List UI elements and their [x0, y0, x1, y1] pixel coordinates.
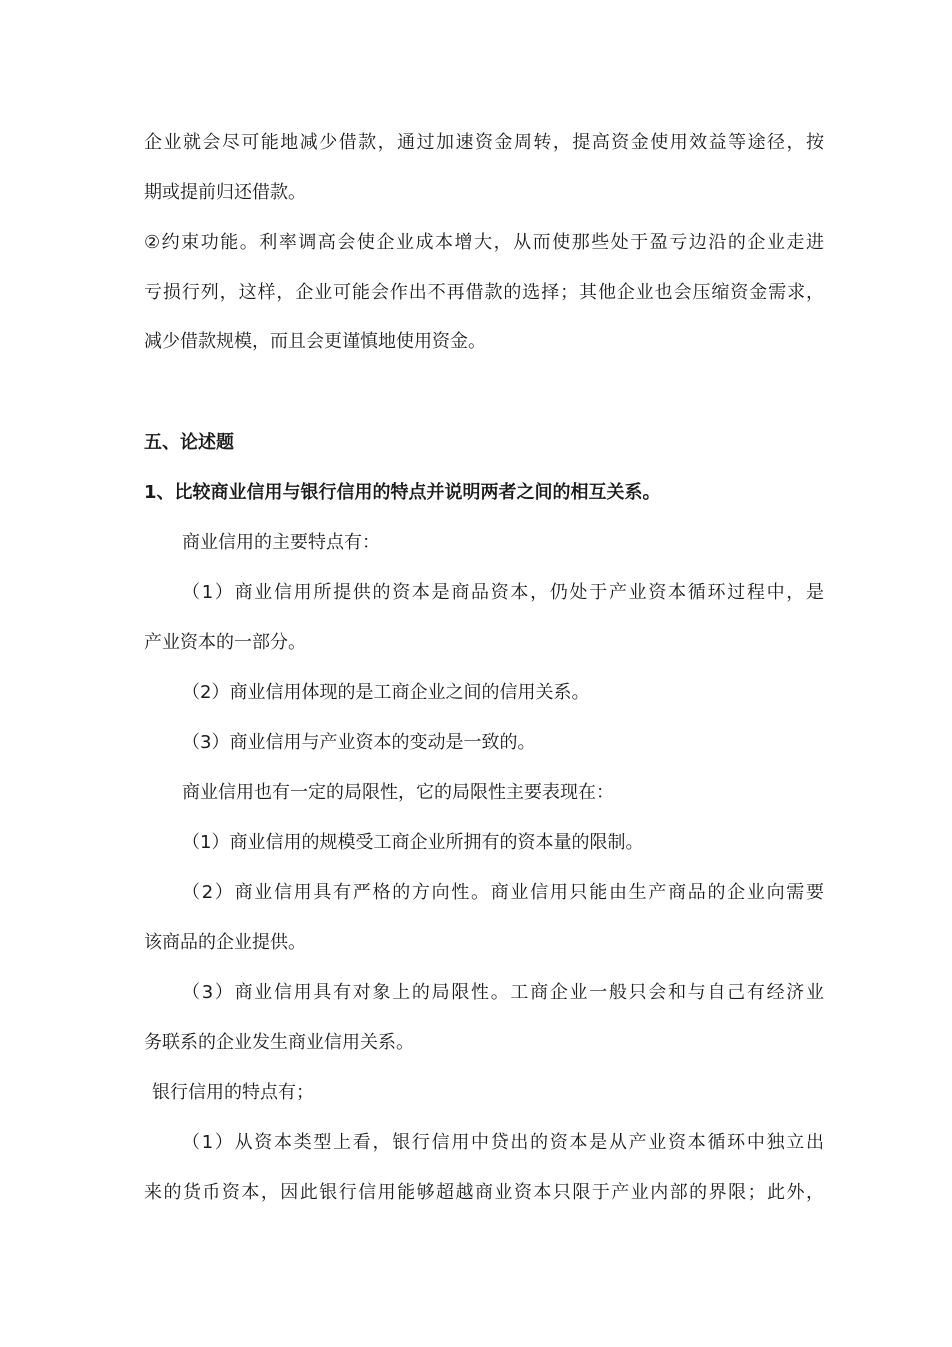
paragraph-line: 期或提前归还借款。: [144, 182, 306, 203]
paragraph-line: 减少借款规模，而且会更谨慎地使用资金。: [144, 331, 486, 352]
list-item-continuation: 务联系的企业发生商业信用关系。: [144, 1032, 414, 1053]
list-item: （2）商业信用具有严格的方向性。商业信用只能由生产商品的企业向需要: [182, 882, 824, 903]
question-title: 1、比较商业信用与银行信用的特点并说明两者之间的相互关系。: [144, 482, 661, 503]
list-item-continuation: 产业资本的一部分。: [144, 632, 306, 653]
paragraph-line: 亏损行列，这样，企业可能会作出不再借款的选择；其他企业也会压缩资金需求，: [144, 282, 824, 303]
paragraph-line: 企业就会尽可能地减少借款，通过加速资金周转，提高资金使用效益等途径，按: [144, 132, 824, 153]
list-item: （3）商业信用具有对象上的局限性。工商企业一般只会和与自己有经济业: [182, 982, 824, 1003]
list-item: （2）商业信用体现的是工商企业之间的信用关系。: [182, 682, 590, 703]
section-heading: 五、论述题: [144, 432, 234, 453]
list-item: （1）商业信用所提供的资本是商品资本，仍处于产业资本循环过程中，是: [182, 582, 824, 603]
paragraph-line: ②约束功能。利率调高会使企业成本增大，从而使那些处于盈亏边沿的企业走进: [144, 232, 824, 253]
paragraph-line: 银行信用的特点有；: [152, 1082, 314, 1103]
list-item: （1）从资本类型上看，银行信用中贷出的资本是从产业资本循环中独立出: [182, 1132, 824, 1153]
list-item-continuation: 该商品的企业提供。: [144, 932, 306, 953]
list-item-continuation: 来的货币资本，因此银行信用能够超越商业资本只限于产业内部的界限；此外，: [144, 1182, 824, 1203]
list-item: （1）商业信用的规模受工商企业所拥有的资本量的限制。: [182, 832, 644, 853]
list-item: （3）商业信用与产业资本的变动是一致的。: [182, 732, 536, 753]
paragraph-line: 商业信用的主要特点有：: [182, 532, 380, 553]
paragraph-line: 商业信用也有一定的局限性，它的局限性主要表现在：: [182, 782, 614, 803]
